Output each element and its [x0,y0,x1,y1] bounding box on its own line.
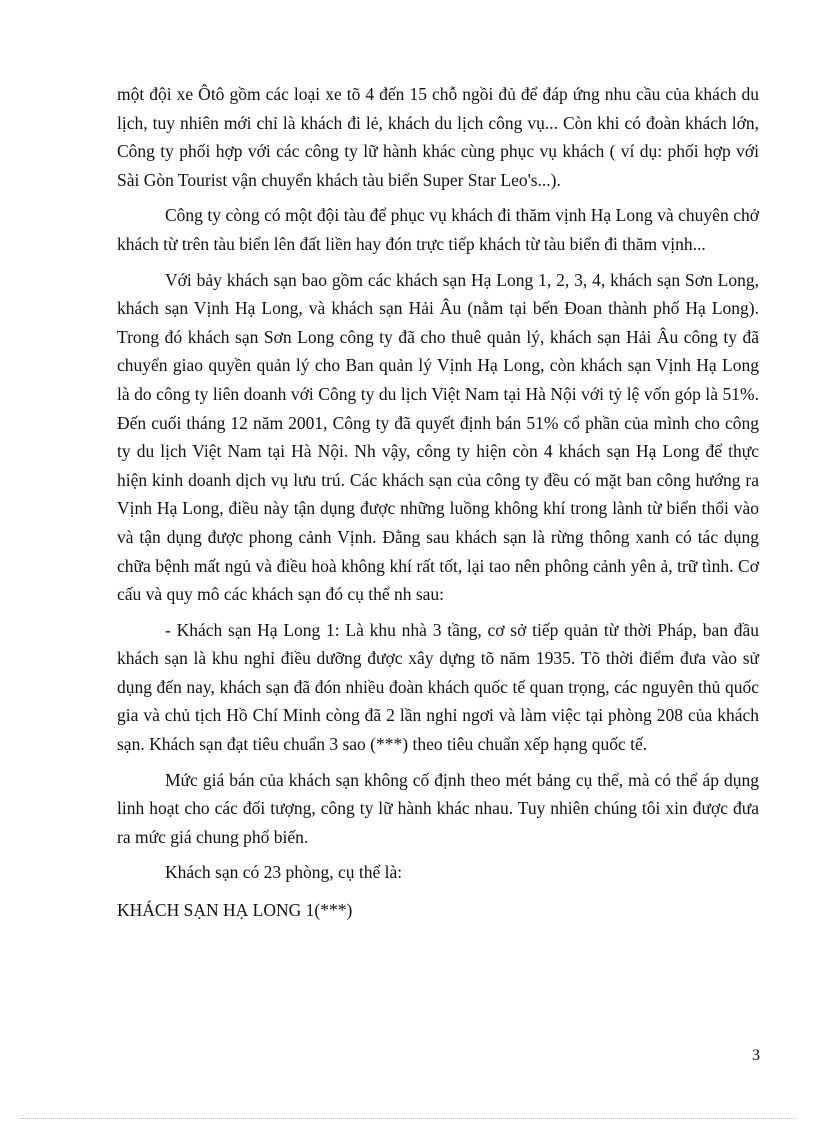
body-text [117,80,759,932]
footer-divider [20,1118,796,1119]
paragraph-room-count: Khách sạn có 23 phòng, cụ thể là: [165,862,403,883]
paragraph-ha-long-1: - Khách sạn Hạ Long 1: Là khu nhà 3 tầng, cơ sở tiếp quản từ thời Pháp, ban đầu khách sạn là khu nghỉ điều dưỡng được xây dựng tõ năm 1935. Tõ thời điểm đưa vào sử dụng đến nay, khách sạn đã đón nhiều đoàn khách quốc tế quan trọng, các nguyên thủ quốc gia và chủ tịch Hồ Chí Minh còng đã 2 lần nghỉ ngơi và làm việc tại phòng 208 của khách sạn. Khách sạn đạt tiêu chuẩn 3 sao (***) theo tiêu chuẩn xếp hạng quốc tế. [117,619,759,755]
paragraph-transport-fleet: một đội xe Ôtô gồm các loại xe tõ 4 đến 15 chỗ ngồi đủ để đáp ứng nhu cầu của khách du lịch, tuy nhiên mới chỉ là khách đi lẻ, khách du lịch công vụ... Còn khi có đoàn khách lớn, Công ty phối hợp với các công ty lữ hành khác cùng phục vụ khách ( ví dụ: phối hợp với Sài Gòn Tourist vận chuyển khách tàu biển Super Star Leo's...). [117,84,759,190]
paragraph-boat-fleet: Công ty còng có một đội tàu để phục vụ khách đi thăm vịnh Hạ Long và chuyên chở khách từ trên tàu biển lên đất liền hay đón trực tiếp khách từ tàu biển đi thăm vịnh... [117,205,759,254]
paragraph-hotels-overview: Với bảy khách sạn bao gồm các khách sạn Hạ Long 1, 2, 3, 4, khách sạn Sơn Long, khách sạn Vịnh Hạ Long, và khách sạn Hải Âu (nằm tại bến Đoan thành phố Hạ Long). Trong đó khách sạn Sơn Long công ty đã cho thuê quản lý, khách sạn Hải Âu công ty đã chuyển giao quyền quản lý cho Ban quản lý Vịnh Hạ Long, còn khách sạn Vịnh Hạ Long là do công ty liên doanh với Công ty du lịch Việt Nam tại Hà Nội với tỷ lệ vốn góp là 51%. Đến cuối tháng 12 năm 2001, Công ty đã quyết định bán 51% cổ phần của mình cho công ty du lịch Việt Nam tại Hà Nội. Nh vậy, công ty hiện còn 4 khách sạn Hạ Long để thực hiện kinh doanh dịch vụ lưu trú. Các khách sạn của công ty đều có mặt ban công hướng ra Vịnh Hạ Long, điều này tận dụng được những luồng không khí trong lành từ biển thổi vào và tận dụng được phong cảnh Vịnh. Đằng sau khách sạn là rừng thông xanh có tác dụng chữa bệnh mất ngủ và điều hoà không khí rất tốt, lại tao nên phông cảnh yên ả, trữ tình. Cơ cấu và quy mô các khách sạn đó cụ thể nh sau: [117,269,759,605]
table-title: KHÁCH SẠN HẠ LONG 1(***) [117,900,353,921]
page-number: 3 [752,1047,760,1064]
paragraph-pricing: Mức giá bán của khách sạn không cố định theo mét bảng cụ thể, mà có thể áp dụng linh hoạt cho các đối tượng, công ty lữ hành khác nhau. Tuy nhiên chúng tôi xin được đưa ra mức giá chung phổ biến. [117,769,759,847]
